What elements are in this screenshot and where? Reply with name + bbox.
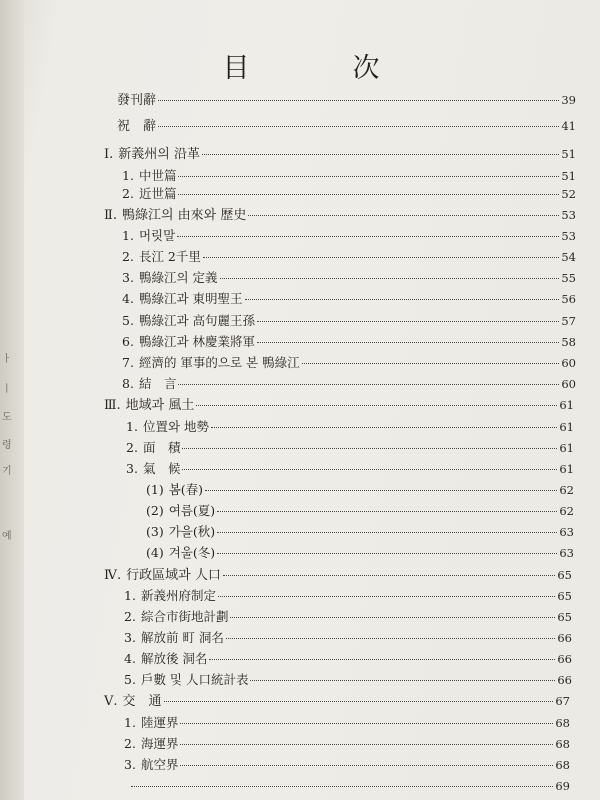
toc-entry-row [124,588,572,604]
toc-entry-label: 鴨綠江과 林慶業將軍 [138,334,255,349]
toc-entry-row [122,376,576,392]
toc-entry-label: 海運界 [140,736,179,751]
toc-entry-row [124,651,572,667]
toc-entry-number: Ⅰ. [104,147,114,162]
toc-entry-number: 1. [122,168,134,183]
toc-page-number: 51 [561,147,576,161]
margin-glyph: ㅣ [2,384,12,395]
toc-entry-number: 4. [122,291,134,306]
toc-entry-label: 結 言 [138,376,177,391]
toc-entry-number: Ⅱ. [104,208,117,223]
toc-entry-row [124,672,572,688]
toc-entry-number: Ⅲ. [104,398,121,413]
toc-entry-number: 3. [122,270,134,285]
margin-glyph: 령 [2,440,12,451]
toc-entry-label: 겨울(冬) [168,545,216,560]
toc-page-number: 61 [559,462,574,476]
toc-page-number: 62 [559,483,574,497]
dot-leader [158,100,559,101]
dot-leader [182,448,557,449]
dot-leader [180,765,553,766]
toc-entry-label: 經濟的 軍事的으로 본 鴨綠江 [138,355,300,370]
margin-glyph: 도 [2,412,12,423]
toc-entry-number: 2. [122,186,134,201]
toc-entry-number: 4. [124,651,136,666]
toc-entry-row [146,545,574,561]
toc-entry-row [124,736,570,752]
toc-page-number: 55 [561,271,576,285]
dot-leader [177,236,559,237]
toc-entry-row [124,715,570,731]
toc-entry-label: 綜合市街地計劃 [140,609,229,624]
toc-entry-row [146,482,574,498]
toc-entry-number: Ⅴ. [104,694,118,709]
toc-entry-number: 1. [124,715,136,730]
toc-page-number: 53 [561,208,576,222]
dot-leader [203,257,559,258]
dot-leader [131,786,553,787]
toc-entry-row [122,228,576,244]
toc-page-number: 63 [559,525,574,539]
dot-leader [257,321,559,322]
toc-page-number: 53 [561,229,576,243]
toc-page-number: 60 [561,377,576,391]
toc-section-row [104,567,572,584]
toc-page-number: 60 [561,356,576,370]
dot-leader [220,278,560,279]
toc-entry-number: 1. [126,419,138,434]
dot-leader [205,490,557,491]
toc-page-number: 54 [561,250,576,264]
toc-entry-number: 2. [122,249,134,264]
toc-entry-label: 解放後 洞名 [140,651,208,666]
toc-entry-number: 3. [124,757,136,772]
toc-entry-label: 新義州府制定 [140,588,216,603]
dot-leader [178,194,559,195]
toc-entry-label: 解放前 町 洞名 [140,630,224,645]
toc-page-number: 41 [561,119,576,133]
toc-entry-label: 氣 候 [142,461,181,476]
toc-section-row [104,397,574,414]
toc-entry-label: 鴨綠江의 定義 [138,270,218,285]
page-title: 目 次 [222,53,418,84]
toc-page-number: 63 [559,546,574,560]
dot-leader [178,176,559,177]
toc-entry-label: 머릿말 [138,228,176,243]
toc-entry-label: 長江 2千里 [138,249,201,264]
dot-leader [248,215,559,216]
toc-entry-number: 1. [124,588,136,603]
dot-leader [182,469,557,470]
toc-entry-row [122,168,576,184]
toc-entry-label: 位置와 地勢 [142,419,209,434]
toc-page-number: 56 [561,292,576,306]
toc-entry-number: (3) [146,524,164,539]
dot-leader [302,363,560,364]
toc-entry-label: 面 積 [142,440,181,455]
toc-entry-number: 8. [122,376,134,391]
toc-entry-label: 地域과 風土 [125,398,195,413]
toc-entry-number: 7. [122,355,134,370]
toc-page-number: 66 [557,652,572,666]
toc-entry-number: 2. [124,609,136,624]
toc-entry-number: 3. [124,630,136,645]
toc-section-row [112,92,576,109]
toc-section-row [104,146,576,163]
toc-entry-number: 5. [122,313,134,328]
toc-entry-row [122,355,576,371]
dot-leader [250,680,555,681]
dot-leader [178,384,559,385]
dot-leader [226,638,555,639]
toc-entry-number: 3. [126,461,138,476]
toc-entry-label: 鴨綠江의 由來와 歷史 [121,208,247,223]
toc-page-number: 65 [557,568,572,582]
toc-section-row [104,207,576,224]
toc-entry-row [124,609,572,625]
dot-leader [164,701,554,702]
dot-leader [202,154,559,155]
toc-entry-label: 鴨綠江과 東明聖王 [138,291,243,306]
toc-entry-row [122,334,576,350]
toc-section-row [112,118,576,135]
toc-section-row [104,693,570,710]
toc-page-number: 57 [561,314,576,328]
toc-page-number: 67 [555,694,570,708]
toc-entry-label: 여름(夏) [168,503,216,518]
toc-entry-label: 봄(春) [168,482,204,497]
toc-entry-row [146,524,574,540]
toc-entry-row [124,778,570,794]
dot-leader [217,511,557,512]
dot-leader [211,427,557,428]
toc-entry-number: 6. [122,334,134,349]
toc-page-number: 65 [557,610,572,624]
dot-leader [180,723,553,724]
toc-page-number: 66 [557,673,572,687]
toc-page-number: 68 [555,716,570,730]
toc-entry-row [146,503,574,519]
toc-entry-row [122,249,576,265]
toc-page-number: 68 [555,737,570,751]
toc-entry-row [126,461,574,477]
toc-entry-label: 近世篇 [138,186,177,201]
toc-entry-row [122,313,576,329]
dot-leader [217,532,557,533]
toc-page-number: 52 [561,187,576,201]
dot-leader [158,126,559,127]
toc-entry-number: 2. [124,736,136,751]
dot-leader [223,575,556,576]
toc-entry-row [126,419,574,435]
toc-entry-label: 航空界 [140,757,179,772]
toc-page-number: 65 [557,589,572,603]
toc-page-number: 61 [559,398,574,412]
toc-entry-label: 戶數 및 人口統計表 [140,672,249,687]
toc-entry-number: Ⅳ. [104,568,122,583]
toc-page-number: 51 [561,169,576,183]
toc-entry-row [126,440,574,456]
toc-entry-label: 가을(秋) [168,524,216,539]
toc-page-number: 61 [559,441,574,455]
dot-leader [257,342,559,343]
toc-entry-label: 交 通 [122,694,162,709]
margin-glyph: ㅏ [2,354,12,365]
toc-entry-number: (4) [146,545,164,560]
toc-entry-number: (2) [146,503,164,518]
toc-entry-number: (1) [146,482,164,497]
toc-page-number: 69 [555,779,570,793]
toc-entry-row [122,291,576,307]
toc-page-number: 58 [561,335,576,349]
toc-entry-row [124,757,570,773]
toc-page-number: 62 [559,504,574,518]
toc-entry-label: 新義州의 沿革 [118,147,200,162]
toc-entry-row [124,630,572,646]
dot-leader [218,596,555,597]
toc-entry-label: 中世篇 [138,168,177,183]
dot-leader [209,659,555,660]
toc-entry-row [122,186,576,202]
toc-page-number: 39 [561,93,576,107]
toc-entry-label: 行政區域과 人口 [126,568,221,583]
toc-page-number: 61 [559,420,574,434]
toc-entry-label: 發刊辭 [117,93,157,108]
dot-leader [180,744,553,745]
margin-glyph: 기 [2,466,12,477]
dot-leader [245,299,560,300]
toc-entry-number: 5. [124,672,136,687]
toc-entry-label: 鴨綠江과 高句麗王孫 [138,313,255,328]
toc-entry-row [122,270,576,286]
toc-entry-label: 陸運界 [140,715,179,730]
dot-leader [230,617,555,618]
margin-glyph: 예 [2,531,12,542]
toc-page-number: 68 [555,758,570,772]
toc-entry-label: 祝 辭 [117,119,157,134]
toc-page-number: 66 [557,631,572,645]
toc-entry-number: 1. [122,228,134,243]
dot-leader [196,405,557,406]
toc-entry-number: 2. [126,440,138,455]
dot-leader [217,553,557,554]
